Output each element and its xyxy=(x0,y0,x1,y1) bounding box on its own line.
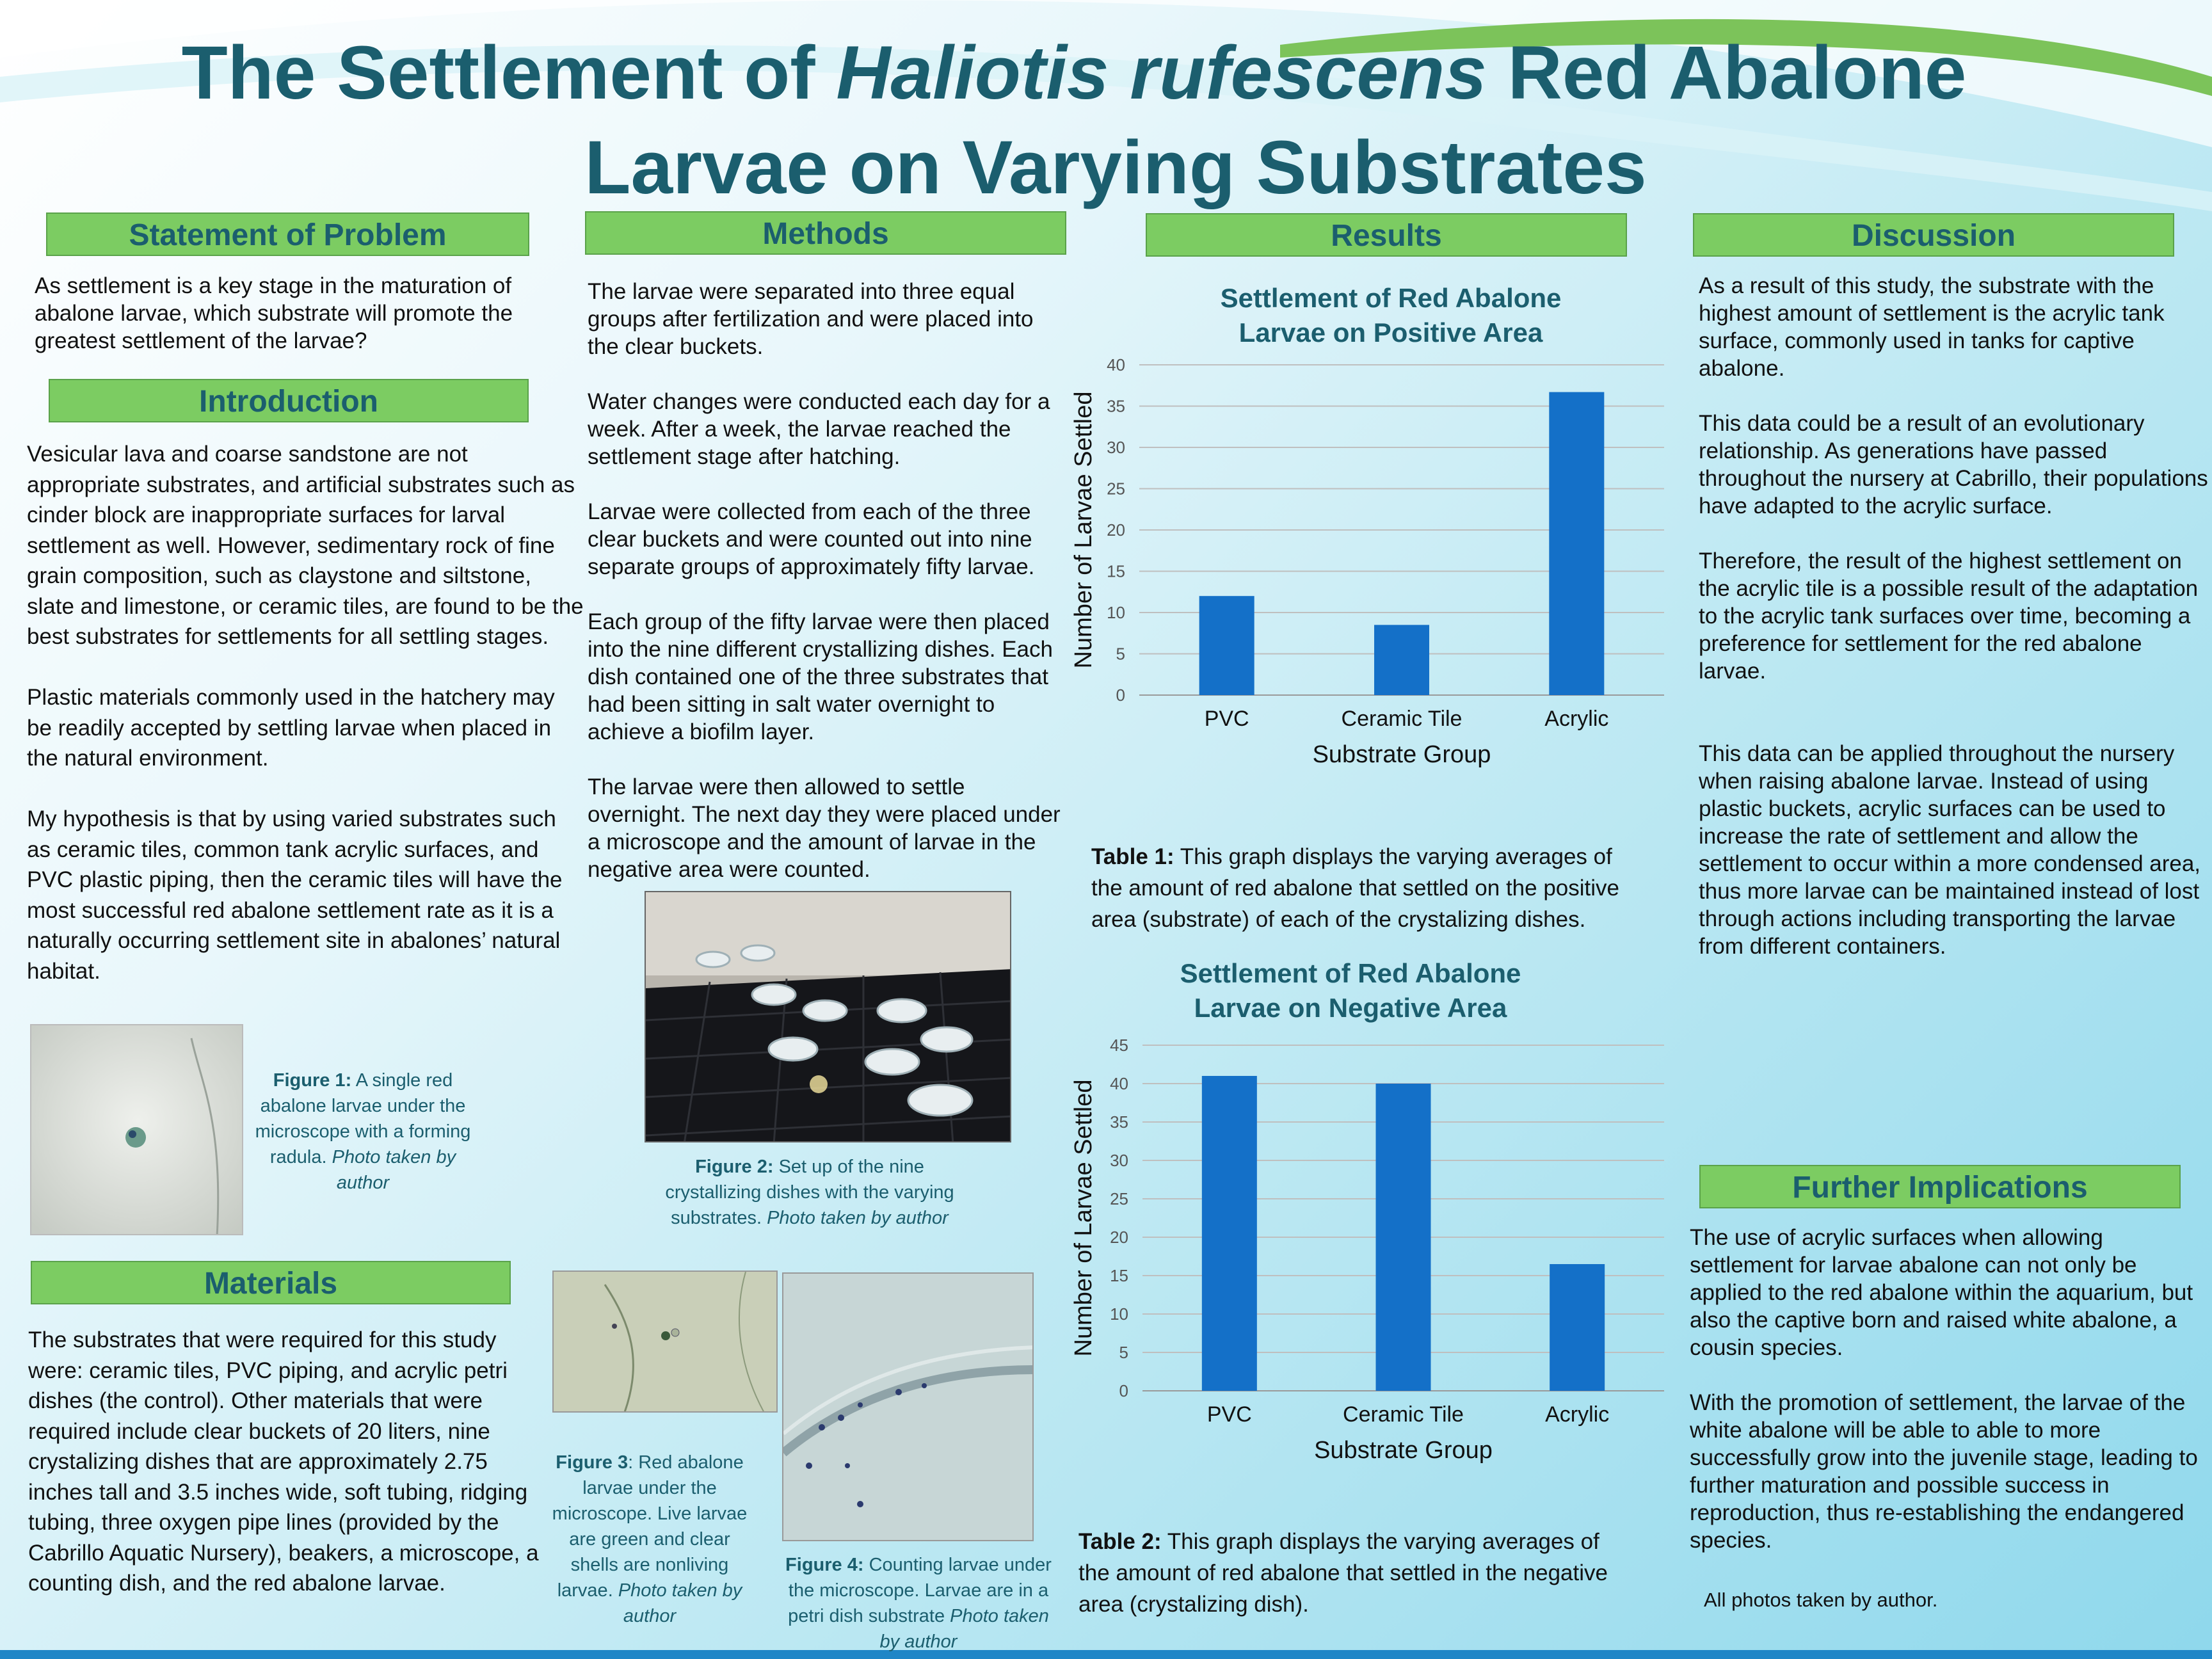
x-axis-title: Substrate Group xyxy=(1314,1437,1493,1464)
y-tick-label: 30 xyxy=(1107,438,1125,457)
y-tick-label: 30 xyxy=(1110,1151,1128,1170)
y-tick-label: 15 xyxy=(1110,1266,1128,1285)
y-tick-label: 40 xyxy=(1107,355,1125,374)
chart-title-line: Settlement of Red Abalone xyxy=(1220,283,1562,313)
y-tick-label: 45 xyxy=(1110,1036,1128,1055)
figure-4-caption: Figure 4: Counting larvae under the microscope. Larvae are in a petri dish substrate Photo taken by author xyxy=(785,1555,1052,1652)
further-implications-heading: Further Implications xyxy=(1699,1165,2181,1208)
bar-ceramic-tile xyxy=(1374,625,1429,695)
x-category-label: Ceramic Tile xyxy=(1341,707,1463,731)
bar-pvc xyxy=(1199,596,1254,695)
x-category-label: PVC xyxy=(1206,1402,1252,1427)
y-tick-label: 10 xyxy=(1110,1304,1128,1324)
figure-4-photo xyxy=(782,1272,1034,1541)
y-tick-label: 20 xyxy=(1107,520,1125,540)
x-category-label: PVC xyxy=(1204,707,1249,731)
discussion-text: As a result of this study, the substrate with the highest amount of settlement is the acrylic tank surface, commonly used in tanks for captive abalone. This data could be a result of an evolutionary relationship. As generations have passed throughout the nursery at Cabrillo, their populations have adapted to the acrylic surface. Therefore, the result of the highest settlement on the acrylic tile is a possible result of the adaptation to the acrylic tank surfaces over time, becoming a preference for settlement for the red abalone larvae. This data can be applied throughout the nursery when raising abalone larvae. Instead of using plastic buckets, acrylic surfaces can be used to increase the rate of settlement and allow the settlement to occur within a more condensed area, thus more larvae can be maintained instead of lost through actions including transporting the larvae from different containers. xyxy=(1699,273,2208,959)
figure-3-photo xyxy=(552,1270,778,1413)
chart-title-line: Larvae on Positive Area xyxy=(1238,317,1543,348)
introduction-heading: Introduction xyxy=(49,379,529,422)
x-axis-title: Substrate Group xyxy=(1312,741,1491,768)
discussion-heading: Discussion xyxy=(1693,213,2174,257)
materials-heading: Materials xyxy=(31,1261,511,1304)
y-tick-label: 40 xyxy=(1110,1074,1128,1093)
chart-positive-area xyxy=(1062,269,1677,781)
problem-heading: Statement of Problem xyxy=(46,212,529,256)
y-axis-title: Number of Larvae Settled xyxy=(1070,391,1097,669)
results-heading: Results xyxy=(1146,213,1627,257)
methods-text: The larvae were separated into three equal groups after fertilization and were placed into the clear buckets. Water changes were conducted each day for a week. After a week, the larvae reached the settlement stage after hatching. Larvae were collected from each of the three clear buckets and were counted out into nine separate groups of approximately fifty larvae. Each group of the fifty larvae were then placed into the nine different crystallizing dishes. Each dish contained one of the three substrates that had been sitting in salt water overnight to achieve a biofilm layer. The larvae were then allowed to settle overnight. The next day they were placed under a microscope and the amount of larvae in the negative area were counted. xyxy=(588,279,1061,882)
chart-negative-area xyxy=(1062,944,1677,1475)
problem-text: As settlement is a key stage in the maturation of abalone larvae, which substrate will promote the greatest settlement of the larvae? xyxy=(35,273,513,353)
y-tick-label: 25 xyxy=(1110,1189,1128,1208)
figure-2-caption: Figure 2: Set up of the nine crystallizing dishes with the varying substrates. Photo taken by author xyxy=(665,1157,954,1228)
x-category-label: Acrylic xyxy=(1544,707,1609,731)
chart-title-line: Larvae on Negative Area xyxy=(1194,993,1507,1023)
figure-1-photo xyxy=(30,1024,243,1235)
y-tick-label: 10 xyxy=(1107,603,1125,622)
y-axis-title: Number of Larvae Settled xyxy=(1070,1079,1097,1357)
bar-acrylic xyxy=(1550,1264,1605,1391)
y-tick-label: 25 xyxy=(1107,479,1125,499)
y-tick-label: 5 xyxy=(1116,644,1125,664)
y-tick-label: 15 xyxy=(1107,561,1125,581)
poster-title: The Settlement of Haliotis rufescens Red Abalone Larvae on Varying Substrates xyxy=(181,31,1967,210)
x-category-label: Acrylic xyxy=(1545,1402,1610,1427)
y-tick-label: 20 xyxy=(1110,1228,1128,1247)
y-tick-label: 5 xyxy=(1119,1343,1128,1362)
photo-credit-footer: All photos taken by author. xyxy=(1704,1589,1938,1611)
bar-ceramic-tile xyxy=(1376,1084,1431,1391)
methods-heading: Methods xyxy=(585,211,1066,255)
bar-acrylic xyxy=(1549,392,1604,695)
table-1-caption: Table 1: This graph displays the varying averages of the amount of red abalone that settled on the positive area (substrate) of each of the crystalizing dishes. xyxy=(1091,844,1620,932)
figure-3-caption: Figure 3: Red abalone larvae under the microscope. Live larvae are green and clear shells are nonliving larvae. Photo taken by author xyxy=(552,1452,748,1626)
figure-2-photo xyxy=(645,891,1011,1142)
chart-title-line: Settlement of Red Abalone xyxy=(1180,958,1521,988)
bar-pvc xyxy=(1202,1076,1257,1391)
y-tick-label: 35 xyxy=(1110,1112,1128,1132)
y-tick-label: 0 xyxy=(1116,685,1125,705)
table-2-caption: Table 2: This graph displays the varying averages of the amount of red abalone that settled in the negative area (crystalizing dish). xyxy=(1078,1529,1608,1617)
y-tick-label: 35 xyxy=(1107,396,1125,416)
x-category-label: Ceramic Tile xyxy=(1343,1402,1464,1427)
figure-1-caption: Figure 1: A single red abalone larvae under the microscope with a forming radula. Photo taken by author xyxy=(255,1070,471,1193)
introduction-text: Vesicular lava and coarse sandstone are not appropriate substrates, and artificial substrates such as cinder block are inappropriate surfaces for larval settlement as well. However, sedimentary rock of fine grain composition, such as claystone and siltstone, slate and limestone, or ceramic tiles, are found to be the best substrates for settlements for all settling stages. Plastic materials commonly used in the hatchery may be readily accepted by settling larvae when placed in the natural environment. My hypothesis is that by using varied substrates such as ceramic tiles, common tank acrylic surfaces, and PVC plastic piping, then the ceramic tiles will have the most successful red abalone settlement rate as it is a naturally occurring settlement site in abalones’ natural habitat. xyxy=(27,442,584,984)
further-implications-text: The use of acrylic surfaces when allowing settlement for larvae abalone can not only be applied to the red abalone within the aquarium, but also the captive born and raised white abalone, a cousin species. With the promotion of settlement, the larvae of the white abalone will be able to able to more successfully grow into the juvenile stage, leading to further maturation and possible success in reproduction, thus re-establishing the endangered species. xyxy=(1690,1225,2198,1553)
materials-text: The substrates that were required for this study were: ceramic tiles, PVC piping, and acrylic petri dishes (the control). Other materials that were required include clear buckets of 20 liters, nine crystalizing dishes that are approximately 2.75 inches tall and 3.5 inches wide, soft tubing, ridging tubing, three oxygen pipe lines (provided by the Cabrillo Aquatic Nursery), beakers, a microscope, a counting dish, and the red abalone larvae. xyxy=(28,1327,539,1596)
y-tick-label: 0 xyxy=(1119,1381,1128,1400)
bottom-bar xyxy=(0,1650,2212,1659)
